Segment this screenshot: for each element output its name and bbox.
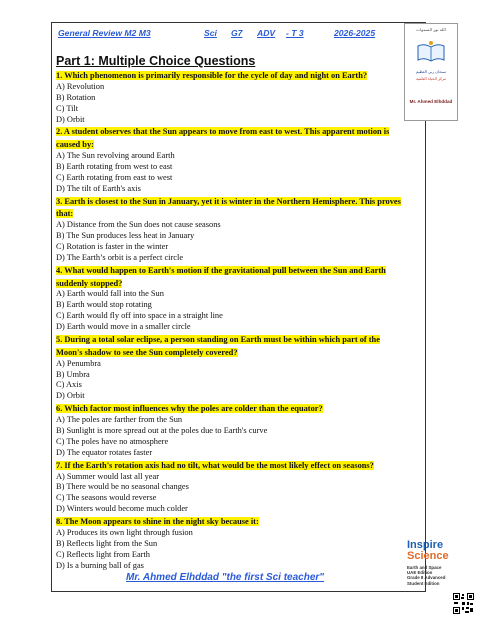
open-book-icon bbox=[416, 40, 446, 64]
answer-option: C) Rotation is faster in the winter bbox=[56, 242, 169, 252]
question-4 bbox=[56, 264, 406, 290]
question-5 bbox=[56, 333, 406, 359]
answer-option: B) Earth would stop rotating bbox=[56, 300, 152, 310]
teacher-logo bbox=[404, 23, 458, 121]
answer-option: C) Axis bbox=[56, 380, 82, 390]
question-8 bbox=[56, 515, 406, 528]
answer-option: C) Earth would fly off into space in a straight line bbox=[56, 311, 223, 321]
answer-option: D) The equator rotates faster bbox=[56, 447, 153, 457]
book-info-line: UAE Edition bbox=[407, 570, 433, 576]
book-info-line: Grade 8 Advanced bbox=[407, 575, 446, 581]
grade-label: G7 bbox=[231, 28, 243, 38]
answer-option: B) Rotation bbox=[56, 92, 96, 102]
logo-teacher-name: Mr. Ahmed Elhddad bbox=[409, 99, 453, 104]
question-text: 8. The Moon appears to shine in the night sky because it: bbox=[56, 517, 259, 527]
answer-option: D) Orbit bbox=[56, 391, 85, 401]
logo-arabic-line-2: مركز الحياة العلمية bbox=[415, 76, 447, 81]
answer-option: B) Earth rotating from west to east bbox=[56, 161, 173, 171]
answer-option: C) The poles have no atmosphere bbox=[56, 436, 169, 446]
course-title: General Review M2 M3 bbox=[58, 28, 151, 38]
part-title: Part 1: Multiple Choice Questions bbox=[56, 54, 256, 68]
answer-option: B) Reflects light from the Sun bbox=[56, 538, 158, 548]
answer-option: C) The seasons would reverse bbox=[56, 493, 157, 503]
qr-code-icon bbox=[453, 593, 474, 614]
question-text: 6. Which factor most influences why the poles are colder than the equator? bbox=[56, 404, 323, 414]
footer-signature: Mr. Ahmed Elhddad "the first Sci teacher" bbox=[126, 572, 325, 583]
answer-option: A) Penumbra bbox=[56, 358, 101, 368]
answer-option: D) The tilt of Earth's axis bbox=[56, 183, 141, 193]
answer-option: C) Reflects light from Earth bbox=[56, 549, 150, 559]
logo-arabic-line-1: سبحان ربي العظيم bbox=[415, 69, 447, 74]
answer-option: D) Winters would become much colder bbox=[56, 504, 188, 514]
question-list bbox=[56, 69, 406, 572]
book-info-line: Earth and Space bbox=[407, 565, 442, 570]
question-text: 2. A student observes that the Sun appears to move from east to west. This apparent motion is caused by: bbox=[56, 127, 390, 150]
worksheet-content bbox=[56, 54, 406, 572]
question-text: 1. Which phenomenon is primarily responsible for the cycle of day and night on Earth? bbox=[56, 71, 368, 80]
question-1 bbox=[56, 69, 406, 82]
subject-label: Sci bbox=[204, 28, 217, 38]
page-header bbox=[58, 27, 394, 41]
answer-option: A) The poles are farther from the Sun bbox=[56, 415, 183, 425]
answer-option: C) Earth rotating from east to west bbox=[56, 172, 173, 182]
answer-option: A) The Sun revolving around Earth bbox=[56, 151, 175, 161]
book-info-line: Student Edition bbox=[407, 580, 440, 586]
question-3 bbox=[56, 195, 406, 221]
question-6 bbox=[56, 402, 406, 415]
question-2 bbox=[56, 125, 406, 151]
answer-option: B) Sunlight is more spread out at the poles due to Earth's curve bbox=[56, 426, 268, 435]
answer-option: D) Is a burning ball of gas bbox=[56, 560, 144, 570]
question-text: 4. What would happen to Earth's motion if the gravitational pull between the Sun and Earth suddenly stopped? bbox=[56, 265, 386, 288]
answer-option: B) The Sun produces less heat in January bbox=[56, 231, 195, 241]
logo-top-text: الله نور السموات bbox=[416, 27, 446, 32]
question-text: 7. If the Earth's rotation axis had no tilt, what would be the most likely effect on seasons? bbox=[56, 460, 374, 470]
track-label: ADV bbox=[257, 28, 276, 38]
book-info bbox=[407, 565, 449, 586]
answer-option: A) Revolution bbox=[56, 81, 105, 91]
answer-option: B) There would be no seasonal changes bbox=[56, 482, 189, 492]
answer-option: D) The Earth’s orbit is a perfect circle bbox=[56, 252, 184, 262]
publisher-brand bbox=[407, 540, 449, 586]
answer-option: A) Summer would last all year bbox=[56, 471, 160, 481]
answer-option: A) Distance from the Sun does not cause seasons bbox=[56, 220, 221, 230]
answer-option: A) Earth would fall into the Sun bbox=[56, 289, 164, 299]
answer-option: C) Tilt bbox=[56, 103, 79, 113]
answer-option: D) Earth would move in a smaller circle bbox=[56, 322, 191, 332]
publisher-line-2: Science bbox=[407, 550, 449, 562]
question-7 bbox=[56, 459, 406, 472]
year-label: 2026-2025 bbox=[334, 28, 376, 38]
question-text: 5. During a total solar eclipse, a person standing on Earth must be within which part of the Moon's shadow to see the Sun completely covered? bbox=[56, 335, 380, 357]
question-text: 3. Earth is closest to the Sun in January, yet it is winter in the Northern Hemisphere. This proves that: bbox=[56, 196, 401, 219]
publisher-line-1: Inspire bbox=[407, 539, 444, 551]
answer-option: B) Umbra bbox=[56, 369, 90, 379]
answer-option: A) Produces its own light through fusion bbox=[56, 527, 193, 537]
term-label: - T 3 bbox=[286, 28, 304, 38]
answer-option: D) Orbit bbox=[56, 114, 85, 124]
